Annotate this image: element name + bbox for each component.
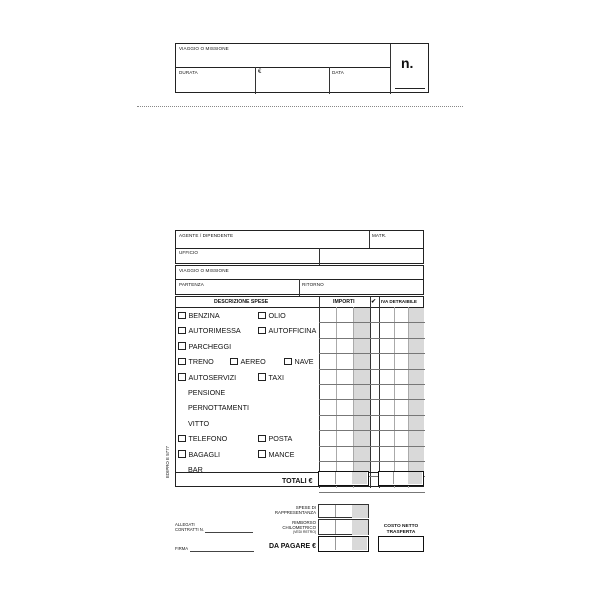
checkbox[interactable] (258, 312, 266, 320)
costo-netto-line1: COSTO NETTO (383, 524, 419, 529)
expense-item-label: MANCE (268, 449, 295, 459)
viaggio-box (175, 265, 424, 295)
expense-item-pernottamenti (188, 403, 249, 412)
number-label: n. (401, 55, 414, 71)
checkbox[interactable] (178, 342, 186, 350)
checkbox[interactable] (178, 450, 186, 458)
expense-item-autorimessa[interactable] (178, 326, 241, 335)
costo-netto-box[interactable] (378, 536, 424, 552)
col-iva: IVA DETRAIBILE (381, 299, 417, 304)
expense-item-label: BENZINA (188, 311, 220, 320)
allegati-field-line[interactable] (205, 532, 253, 533)
rimborso-line1: RIMBORSO (292, 520, 316, 525)
checkbox[interactable] (258, 450, 266, 458)
checkbox[interactable] (258, 435, 266, 443)
expense-item-label: TRENO (188, 357, 214, 367)
col-check: ✔ (371, 299, 377, 305)
expense-item-benzina[interactable] (178, 311, 220, 320)
matr-label: MATR. (372, 233, 387, 238)
da-pagare-box[interactable] (318, 536, 369, 552)
expense-item-label: BAGAGLI (188, 449, 221, 459)
checkbox[interactable] (230, 358, 238, 366)
expense-item-autofficina[interactable] (258, 326, 316, 335)
expense-item-parcheggi[interactable] (178, 342, 231, 351)
firma-field-line[interactable] (190, 551, 254, 552)
ritorno-label: RITORNO (302, 282, 324, 287)
checkbox[interactable] (178, 435, 186, 443)
col-descrizione: DESCRIZIONE SPESE (214, 299, 269, 305)
number-field-line[interactable] (395, 88, 425, 89)
header-box (175, 230, 424, 264)
rimborso-box[interactable] (318, 519, 369, 535)
cut-line (137, 106, 463, 107)
totali-label: TOTALI € (282, 478, 313, 485)
expense-item-nave[interactable] (284, 357, 314, 366)
expense-item-autoservizi[interactable] (178, 373, 236, 382)
expense-item-label: AEREO (240, 357, 266, 367)
expense-item-label: PERNOTTAMENTI (188, 403, 249, 413)
expense-item-label: AUTOFFICINA (268, 326, 317, 336)
expense-item-label: AUTOSERVIZI (188, 372, 237, 382)
expense-item-treno[interactable] (178, 357, 214, 366)
expense-item-aereo[interactable] (230, 357, 266, 366)
expense-item-label: BAR (188, 465, 203, 474)
totali-importi-box[interactable] (318, 471, 369, 486)
expense-item-label: TAXI (268, 372, 284, 382)
expense-item-label: TELEFONO (188, 434, 228, 444)
checkbox[interactable] (178, 358, 186, 366)
top-viaggio-label: VIAGGIO O MISSIONE (179, 46, 229, 51)
allegati-line2: CONTRATTI N. (175, 527, 204, 532)
top-form (175, 43, 429, 93)
ufficio-label: UFFICIO (179, 250, 199, 255)
rimborso-label (264, 520, 316, 535)
partenza-label: PARTENZA (179, 282, 204, 287)
expense-item-label: NAVE (294, 357, 314, 367)
checkbox[interactable] (258, 327, 266, 335)
checkbox[interactable] (178, 373, 186, 381)
viaggio-label: VIAGGIO O MISSIONE (179, 268, 229, 273)
checkbox[interactable] (178, 312, 186, 320)
agente-label: AGENTE / DIPENDENTE (179, 233, 234, 238)
da-pagare-label: DA PAGARE € (268, 543, 316, 550)
top-euro-label: € (258, 69, 262, 75)
top-durata-label: DURATA (179, 70, 198, 75)
expense-item-vitto (188, 419, 209, 428)
totali-iva-box[interactable] (378, 471, 424, 486)
spese-rappresentanza-label: SPESE DI RAPPRESENTANZA (274, 505, 316, 515)
top-data-label: DATA (332, 70, 344, 75)
expense-item-mance[interactable] (258, 450, 294, 459)
expense-item-posta[interactable] (258, 434, 292, 443)
col-importi: IMPORTI (333, 299, 355, 305)
expense-item-telefono[interactable] (178, 434, 227, 443)
checkbox[interactable] (178, 327, 186, 335)
expense-item-label: OLIO (268, 311, 286, 320)
firma-label: FIRMA (175, 546, 189, 551)
expense-item-taxi[interactable] (258, 373, 284, 382)
costo-netto-line2: TRASFERTA (386, 529, 416, 535)
allegati-label (175, 522, 204, 532)
costo-netto-label (378, 524, 424, 535)
expense-item-bagagli[interactable] (178, 450, 220, 459)
expense-item-olio[interactable] (258, 311, 286, 320)
expense-item-label: VITTO (188, 418, 210, 428)
side-code: EDIPRO E 5777 (165, 446, 170, 478)
rimborso-note: (VEDI RETRO) (293, 530, 316, 534)
rimborso-line2: CHILOMETRICO (282, 525, 316, 530)
checkbox[interactable] (284, 358, 292, 366)
expense-item-label: PARCHEGGI (188, 341, 232, 351)
spese-rappresentanza-box[interactable] (318, 504, 369, 518)
expense-item-label: AUTORIMESSA (188, 326, 241, 336)
checkbox[interactable] (258, 373, 266, 381)
expense-item-pensione (188, 388, 225, 397)
expense-item-label: PENSIONE (188, 388, 226, 397)
expenses-table (175, 296, 424, 487)
expense-item-label: POSTA (268, 434, 293, 444)
allegati-line1: ALLEGATI (175, 522, 195, 527)
